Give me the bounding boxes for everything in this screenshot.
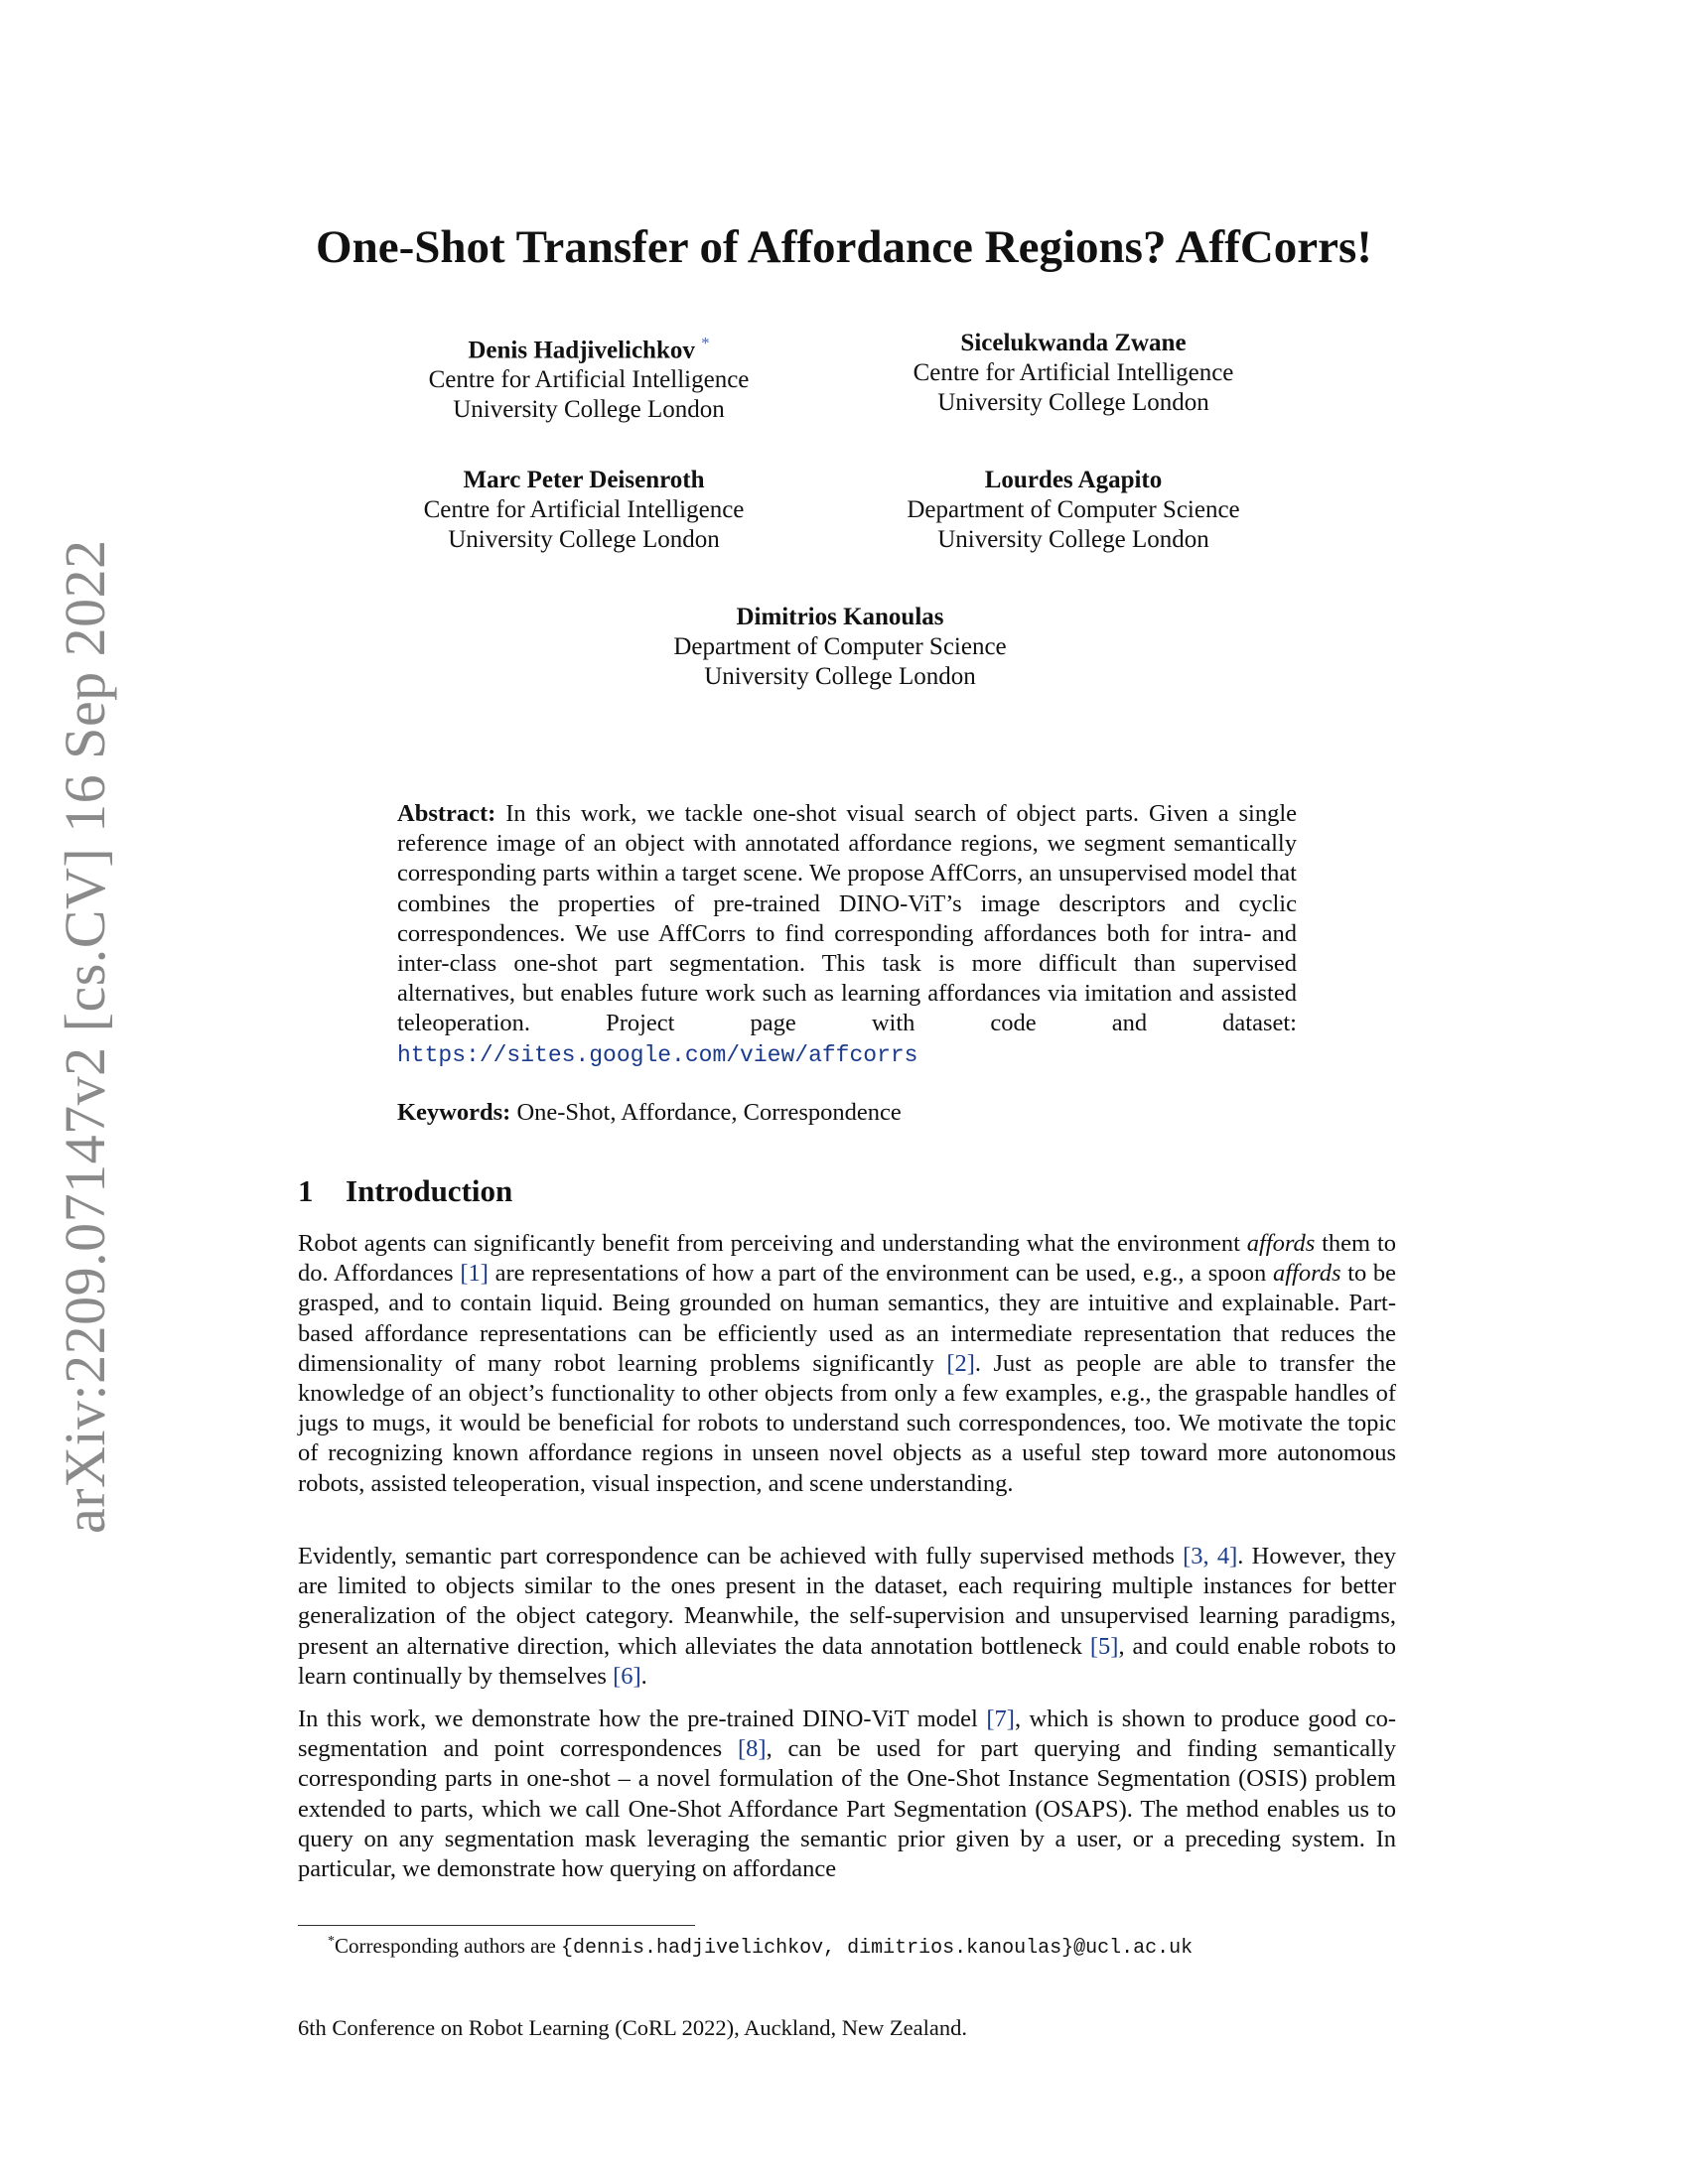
citation-link[interactable]: [5]	[1089, 1632, 1119, 1660]
intro-paragraph-2	[298, 1542, 1396, 1692]
arxiv-stamp: arXiv:2209.07147v2 [cs.CV] 16 Sep 2022	[53, 539, 117, 1534]
author-block-2	[865, 329, 1282, 418]
keywords-label: Keywords:	[397, 1099, 511, 1126]
citation-link[interactable]: [3, 4]	[1183, 1543, 1238, 1570]
author-name: Denis Hadjivelichkov	[468, 337, 695, 364]
paper-title: One-Shot Transfer of Affordance Regions? AffCorrs!	[316, 221, 1372, 273]
paragraph-text: , can be used for part querying and finding semantically corresponding parts in one-shot – a novel formulation of the One-Shot Instance Segmentation (OSIS) problem extended to parts, which we call One-Shot Affordance Part Segmentation (OSAPS). The method enables us to query on any segmentation mask leveraging the semantic prior given by a user, or a preceding system. In particular, we demonstrate how querying on affordance	[298, 1735, 1396, 1883]
paragraph-text: Robot agents can significantly benefit from perceiving and understanding what the environment	[298, 1230, 1240, 1257]
citation-link[interactable]: [7]	[986, 1706, 1015, 1732]
author-block-3	[375, 466, 792, 555]
author-block-5	[632, 603, 1049, 692]
author-name: Sicelukwanda Zwane	[960, 330, 1187, 356]
keywords	[397, 1099, 902, 1127]
author-institution: University College London	[448, 526, 720, 553]
emphasis-text: affords	[1246, 1230, 1316, 1257]
author-affiliation: Centre for Artificial Intelligence	[913, 359, 1234, 386]
section-number: 1	[298, 1173, 314, 1208]
footnote-text: Corresponding authors are	[335, 1934, 556, 1958]
footnote-mark: *	[328, 1934, 335, 1949]
venue-note: 6th Conference on Robot Learning (CoRL 2022), Auckland, New Zealand.	[298, 2015, 967, 2040]
paragraph-text: . Just as people are able to transfer the knowledge of an object’s functionality to other objects from only a few examples, e.g., the graspable handles of jugs to mugs, it would be beneficial for robots to understand such correspondences, too. We motivate the topic of recognizing known affordance regions in unseen novel objects as a useful step toward more autonomous robots, assisted teleoperation, visual inspection, and scene understanding.	[298, 1349, 1397, 1497]
author-block-4	[865, 466, 1282, 555]
author-name: Marc Peter Deisenroth	[463, 467, 705, 493]
paragraph-text: . However, they are limited to objects similar to the ones present in the dataset, each requiring multiple instances for better generalization of the object category. Meanwhile, the self-supervision and unsupervised learning paradigms, present an alternative direction, which alleviates the data annotation bottleneck	[298, 1543, 1397, 1660]
author-block-1	[380, 329, 797, 425]
paragraph-text: , and could enable robots to learn continually by themselves	[298, 1632, 1397, 1690]
author-affiliation: Centre for Artificial Intelligence	[428, 366, 750, 394]
author-institution: University College London	[937, 526, 1209, 553]
citation-link[interactable]: [8]	[738, 1735, 767, 1763]
intro-paragraph-1	[298, 1229, 1396, 1499]
paragraph-text: are representations of how a part of the environment can be used, e.g., a spoon	[494, 1260, 1267, 1288]
paragraph-text: them to do. Affordances	[298, 1230, 1397, 1288]
author-affiliation: Centre for Artificial Intelligence	[423, 496, 745, 523]
footnote-divider	[298, 1925, 695, 1926]
footnote	[328, 1934, 1193, 1960]
author-institution: University College London	[937, 389, 1209, 416]
citation-link[interactable]: [2]	[946, 1349, 975, 1377]
author-affiliation: Department of Computer Science	[907, 496, 1240, 523]
paragraph-text: In this work, we demonstrate how the pre-trained DINO-ViT model	[298, 1706, 978, 1732]
author-affiliation: Department of Computer Science	[673, 633, 1007, 660]
paragraph-text: .	[640, 1662, 647, 1690]
paragraph-text: to be grasped, and to contain liquid. Being grounded on human semantics, they are intuitive and explainable. Part-based affordance representations can be efficiently used as an intermediate representation that reduces the dimensionality of many robot learning problems significantly	[298, 1260, 1397, 1377]
abstract-text: In this work, we tackle one-shot visual search of object parts. Given a single reference image of an object with annotated affordance regions, we segment semantically corresponding parts within a target scene. We propose AffCorrs, an unsupervised model that combines the properties of pre-trained DINO-ViT’s image descriptors and cyclic correspondences. We use AffCorrs to find corresponding affordances both for intra- and inter-class one-shot part segmentation. This task is more difficult than supervised alternatives, but enables future work such as learning affordances via imitation and assisted teleoperation. Project page with code and dataset:	[397, 800, 1298, 1037]
paragraph-text: Evidently, semantic part correspondence can be achieved with fully supervised methods	[298, 1543, 1175, 1570]
citation-link[interactable]: [1]	[460, 1260, 489, 1288]
footnote-emails[interactable]: {dennis.hadjivelichkov, dimitrios.kanoulas}@ucl.ac.uk	[561, 1937, 1194, 1960]
keywords-text: One-Shot, Affordance, Correspondence	[516, 1099, 902, 1126]
emphasis-text: affords	[1272, 1260, 1341, 1288]
section-heading	[298, 1173, 512, 1209]
author-institution: University College London	[453, 396, 725, 424]
corresponding-author-mark: *	[701, 334, 710, 352]
paragraph-text: , which is shown to produce good co-segmentation and point correspondences	[298, 1706, 1396, 1763]
abstract-label: Abstract:	[397, 800, 496, 827]
section-title: Introduction	[346, 1173, 513, 1208]
author-name: Lourdes Agapito	[984, 467, 1163, 493]
author-institution: University College London	[704, 663, 976, 690]
project-page-link[interactable]: https://sites.google.com/view/affcorrs	[397, 1041, 918, 1068]
citation-link[interactable]: [6]	[613, 1662, 641, 1690]
abstract	[397, 799, 1297, 1070]
intro-paragraph-3	[298, 1705, 1396, 1884]
author-name: Dimitrios Kanoulas	[736, 604, 944, 630]
